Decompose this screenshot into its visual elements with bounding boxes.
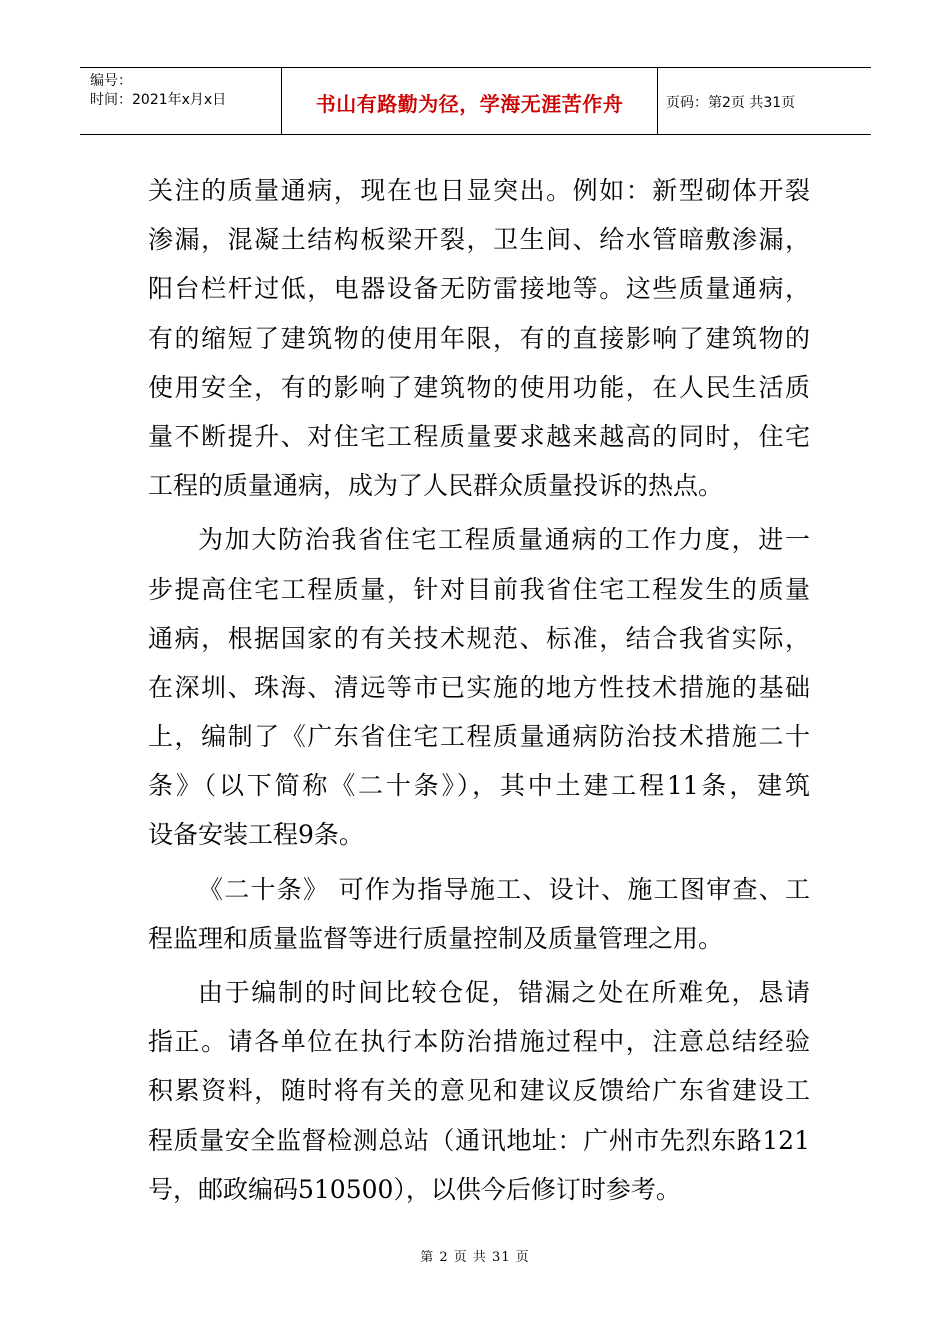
text-line: 指正。请各单位在执行本防治措施过程中，注意总结经验 [148,1027,810,1057]
header-page-info: 页码：第2页 共31页 [666,95,796,111]
paragraph [148,968,810,1214]
text-line: 程质量安全监督检测总站（通讯地址：广州市先烈东路121 [148,1125,810,1155]
text-line: 通病，根据国家的有关技术规范、标准，结合我省实际， [148,623,810,653]
document-number-label: 编号： [90,73,132,89]
text-line: 关注的质量通病，现在也日显突出。例如：新型砌体开裂 [148,176,810,205]
paragraph [148,865,810,963]
text-line: 渗漏，混凝土结构板梁开裂，卫生间、给水管暗敷渗漏， [148,225,810,255]
text-line: 为加大防治我省住宅工程质量通病的工作力度，进一 [198,525,810,555]
page-header [80,67,871,135]
text-line: 步提高住宅工程质量，针对目前我省住宅工程发生的质量 [148,574,810,604]
text-line: 上，编制了《广东省住宅工程质量通病防治技术措施二十 [148,722,810,752]
header-motto: 书山有路勤为径，学海无涯苦作舟 [315,91,624,116]
paragraph [148,515,810,859]
text-line: 有的缩短了建筑物的使用年限，有的直接影响了建筑物的 [148,323,810,353]
paragraph [148,166,810,510]
text-line: 阳台栏杆过低，电器设备无防雷接地等。这些质量通病， [148,274,810,304]
text-line: 程监理和质量监督等进行质量控制及质量管理之用。 [148,923,724,953]
header-meta [90,72,226,110]
document-date: 时间：2021年x月x日 [90,92,227,108]
text-line: 号，邮政编码510500），以供今后修订时参考。 [148,1174,681,1204]
text-line: 积累资料，随时将有关的意见和建议反馈给广东省建设工 [148,1076,810,1106]
text-line: 《二十条》 可作为指导施工、设计、施工图审查、工 [198,874,810,904]
text-line: 由于编制的时间比较仓促，错漏之处在所难免，恳请 [198,978,810,1007]
text-line: 量不断提升、对住宅工程质量要求越来越高的同时，住宅 [148,421,810,451]
page-footer: 第 2 页 共 31 页 [420,1250,530,1265]
text-line: 条》（以下简称《二十条》），其中土建工程11条，建筑 [148,771,810,801]
header-divider [657,68,658,134]
text-line: 使用安全，有的影响了建筑物的使用功能，在人民生活质 [148,372,810,402]
text-line: 工程的质量通病，成为了人民群众质量投诉的热点。 [148,471,724,501]
text-line: 设备安装工程9条。 [148,820,364,850]
text-line: 在深圳、珠海、清远等市已实施的地方性技术措施的基础 [148,672,810,702]
document-body [148,166,810,1214]
